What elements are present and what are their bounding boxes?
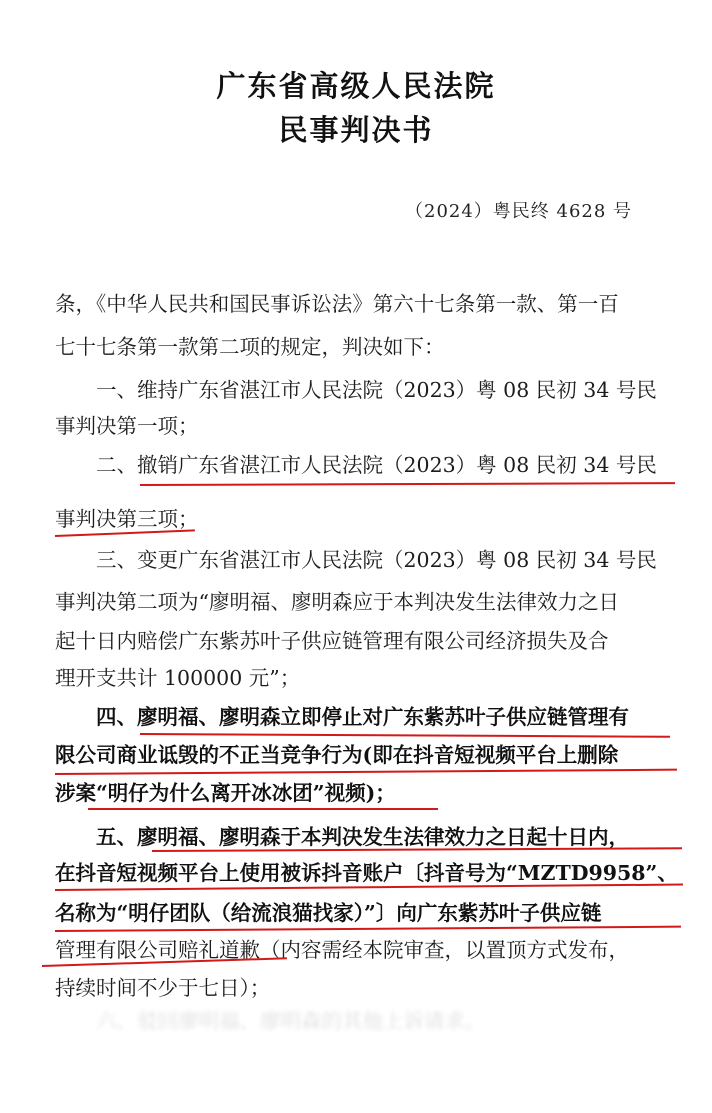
- body-line: 名称为“明仔团队（给流浪猫找家）”〕向广东紫苏叶子供应链: [55, 901, 602, 925]
- body-line: 二、撤销广东省湛江市人民法院（2023）粤 08 民初 34 号民: [55, 453, 657, 477]
- body-line: 起十日内赔偿广东紫苏叶子供应链管理有限公司经济损失及合: [55, 629, 609, 653]
- body-line: 理开支共计 100000 元”；: [55, 666, 301, 690]
- court-name-title: 广东省高级人民法院: [216, 69, 496, 103]
- body-line: 五、廖明福、廖明森于本判决发生法律效力之日起十日内，: [55, 825, 629, 849]
- body-line: 在抖音短视频平台上使用被诉抖音账户〔抖音号为“MZTD9958”、: [55, 861, 678, 885]
- red-underline-annotation: [140, 482, 675, 486]
- body-line: 持续时间不少于七日）；: [55, 976, 271, 1000]
- body-line: 事判决第一项；: [55, 414, 199, 438]
- body-line: 涉案“明仔为什么离开冰冰团”视频)；: [55, 781, 396, 805]
- red-underline-annotation: [55, 769, 677, 775]
- body-line: 限公司商业诋毁的不正当竞争行为(即在抖音短视频平台上删除: [55, 743, 619, 767]
- body-line: 七十七条第一款第二项的规定，判决如下：: [55, 335, 445, 359]
- red-underline-annotation: [140, 733, 670, 738]
- body-line: 三、变更广东省湛江市人民法院（2023）粤 08 民初 34 号民: [55, 548, 657, 572]
- body-line: 事判决第三项；: [55, 507, 199, 531]
- document-type-title: 民事判决书: [278, 113, 434, 147]
- body-line: 四、廖明福、廖明森立即停止对广东紫苏叶子供应链管理有: [55, 705, 629, 729]
- faded-cutoff-line: 六、驳回廖明福、廖明森的其他上诉请求。: [55, 1009, 486, 1033]
- body-line: 事判决第二项为“廖明福、廖明森应于本判决发生法律效力之日: [55, 590, 619, 614]
- case-number: （2024）粤民终 4628 号: [405, 201, 633, 222]
- body-line: 一、维持广东省湛江市人民法院（2023）粤 08 民初 34 号民: [55, 378, 657, 402]
- red-underline-annotation: [88, 808, 438, 810]
- body-line: 条，《中华人民共和国民事诉讼法》第六十七条第一款、第一百: [55, 292, 619, 316]
- body-line: 管理有限公司赔礼道歉（内容需经本院审查，以置顶方式发布，: [55, 938, 629, 962]
